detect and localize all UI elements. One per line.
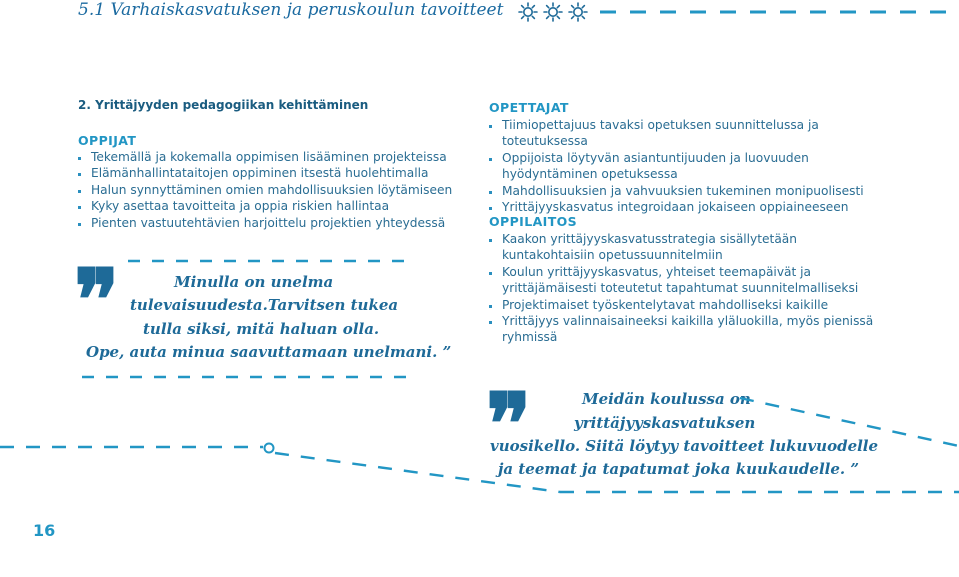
quote-line: Minulla on unelma xyxy=(174,273,334,291)
page-title: 5.1 Varhaiskasvatuksen ja peruskoulun tavoitteet xyxy=(78,0,504,20)
list-item: Halun synnyttäminen omien mahdollisuuksien löytämiseen xyxy=(76,182,466,198)
list-item: Pienten vastuutehtävien harjoittelu projektien yhteydessä xyxy=(76,215,466,231)
quote-line: Ope, auta minua saavuttamaan unelmani. ” xyxy=(86,343,452,361)
quote-line: tulla siksi, mitä haluan olla. xyxy=(143,320,380,338)
list-item: Tekemällä ja kokemalla oppimisen lisääminen projekteissa xyxy=(76,149,466,165)
oppijat-heading: OPPIJAT xyxy=(78,133,137,148)
list-item: Yrittäjyyskasvatus integroidaan jokaiseen oppiaineeseen xyxy=(487,199,907,215)
opettajat-heading: OPETTAJAT xyxy=(489,100,569,115)
section-title: 2. Yrittäjyyden pedagogiikan kehittäminen xyxy=(78,98,369,112)
list-item: Koulun yrittäjyyskasvatus, yhteiset teemapäivät ja yrittäjämäisesti toteutetut tapahtumat suunnitelmalliseksi xyxy=(487,264,882,297)
list-item: Elämänhallintataitojen oppiminen itsestä huolehtimalla xyxy=(76,165,466,181)
oppilaitos-heading: OPPILAITOS xyxy=(489,214,578,229)
quote-line: yrittäjyyskasvatuksen xyxy=(574,414,756,432)
list-item: Mahdollisuuksien ja vahvuuksien tukeminen monipuolisesti xyxy=(487,183,907,199)
list-item: Tiimiopettajuus tavaksi opetuksen suunnittelussa ja toteutuksessa xyxy=(487,117,907,150)
list-item: Kaakon yrittäjyyskasvatusstrategia sisällytetään kuntakohtaisiin opetussuunnitelmiin xyxy=(487,231,882,264)
quote-mark-icon: ❞ xyxy=(486,374,532,473)
list-item: Projektimaiset työskentelytavat mahdolliseksi kaikille xyxy=(487,297,882,313)
circle-marker-icon xyxy=(262,441,276,455)
quote-line: tulevaisuudesta.Tarvitsen tukea xyxy=(130,296,399,314)
list-item: Kyky asettaa tavoitteita ja oppia riskien hallintaa xyxy=(76,198,466,214)
quote-line: Meidän koulussa on xyxy=(582,390,751,408)
quote-line: ja teemat ja tapatumat joka kuukaudelle. ” xyxy=(498,460,859,478)
list-item: Yrittäjyys valinnaisaineeksi kaikilla yläluokilla, myös pienissä ryhmissä xyxy=(487,313,882,346)
quote-mark-icon: ❞ xyxy=(74,250,120,349)
list-item: Oppijoista löytyvän asiantuntijuuden ja luovuuden hyödyntäminen opetuksessa xyxy=(487,150,907,183)
page-number: 16 xyxy=(33,521,56,540)
quote-line: vuosikello. Siitä löytyy tavoitteet lukuvuodelle xyxy=(490,437,879,455)
